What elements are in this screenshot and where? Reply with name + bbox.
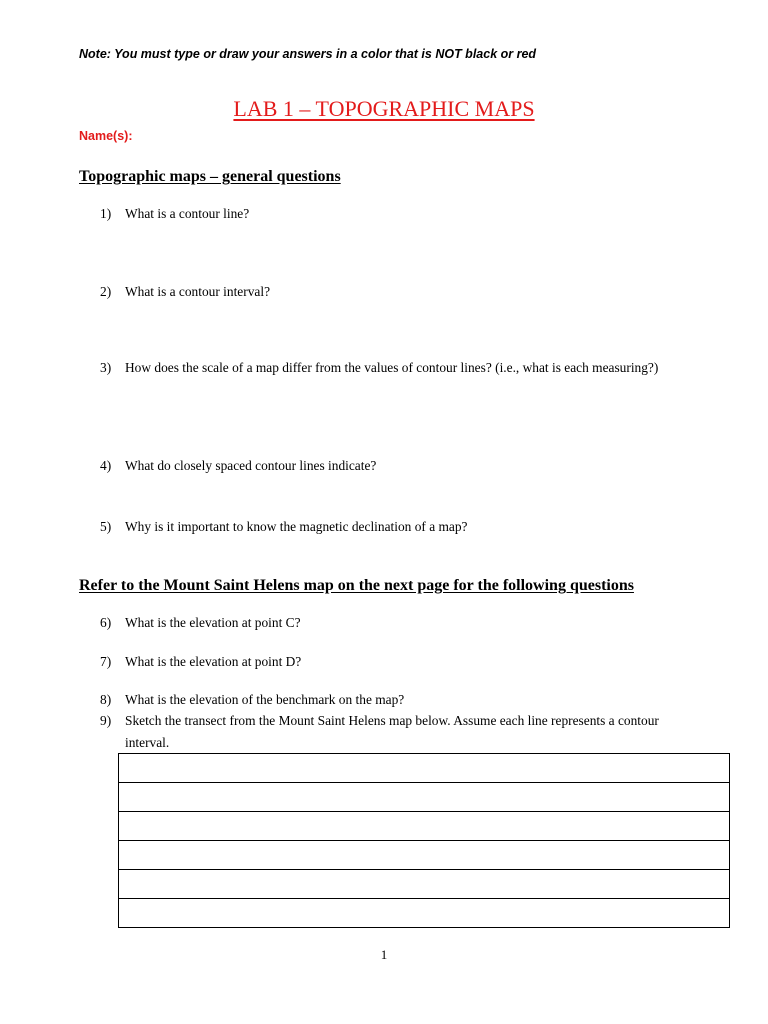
page-number: 1 xyxy=(380,947,388,962)
question-text: What is a contour interval? xyxy=(125,284,271,299)
question-8 xyxy=(100,689,660,711)
page-title: LAB 1 – TOPOGRAPHIC MAPS xyxy=(233,96,535,121)
grid-row xyxy=(119,812,730,841)
question-text: How does the scale of a map differ from the values of contour lines? (i.e., what is each measuring?) xyxy=(125,360,659,375)
question-text: What is the elevation at point C? xyxy=(125,615,301,630)
question-number: 5) xyxy=(100,519,112,534)
question-5 xyxy=(100,516,660,538)
grid-row xyxy=(119,754,730,783)
question-4 xyxy=(100,455,660,477)
section-heading-mount-saint-helens: Refer to the Mount Saint Helens map on the next page for the following questions xyxy=(79,577,634,594)
question-text: Why is it important to know the magnetic declination of a map? xyxy=(125,519,468,534)
question-number: 2) xyxy=(100,284,112,299)
grid-row xyxy=(119,870,730,899)
grid-cell[interactable] xyxy=(119,812,730,841)
grid-cell[interactable] xyxy=(119,754,730,783)
transect-sketch-grid xyxy=(118,753,730,928)
question-number: 7) xyxy=(100,654,112,669)
question-number: 8) xyxy=(100,692,112,707)
instruction-note: Note: You must type or draw your answers in a color that is NOT black or red xyxy=(79,47,537,61)
question-text: Sketch the transect from the Mount Saint Helens map below. Assume each line represents a contour interval. xyxy=(125,713,659,750)
grid-cell[interactable] xyxy=(119,783,730,812)
grid-row xyxy=(119,783,730,812)
question-3 xyxy=(100,357,660,379)
question-text: What do closely spaced contour lines indicate? xyxy=(125,458,377,473)
grid-row xyxy=(119,841,730,870)
question-6 xyxy=(100,612,660,634)
question-number: 3) xyxy=(100,360,112,375)
grid-row xyxy=(119,899,730,928)
question-number: 4) xyxy=(100,458,112,473)
question-7 xyxy=(100,651,660,673)
question-text: What is the elevation at point D? xyxy=(125,654,302,669)
question-1 xyxy=(100,203,660,225)
question-number: 1) xyxy=(100,206,112,221)
section-heading-general: Topographic maps – general questions xyxy=(79,168,341,185)
names-label: Name(s): xyxy=(79,129,133,143)
grid-cell[interactable] xyxy=(119,899,730,928)
grid-cell[interactable] xyxy=(119,841,730,870)
question-9 xyxy=(100,710,670,754)
grid-cell[interactable] xyxy=(119,870,730,899)
question-number: 9) xyxy=(100,713,112,728)
question-2 xyxy=(100,281,660,303)
question-text: What is a contour line? xyxy=(125,206,250,221)
question-number: 6) xyxy=(100,615,112,630)
question-text: What is the elevation of the benchmark on the map? xyxy=(125,692,405,707)
